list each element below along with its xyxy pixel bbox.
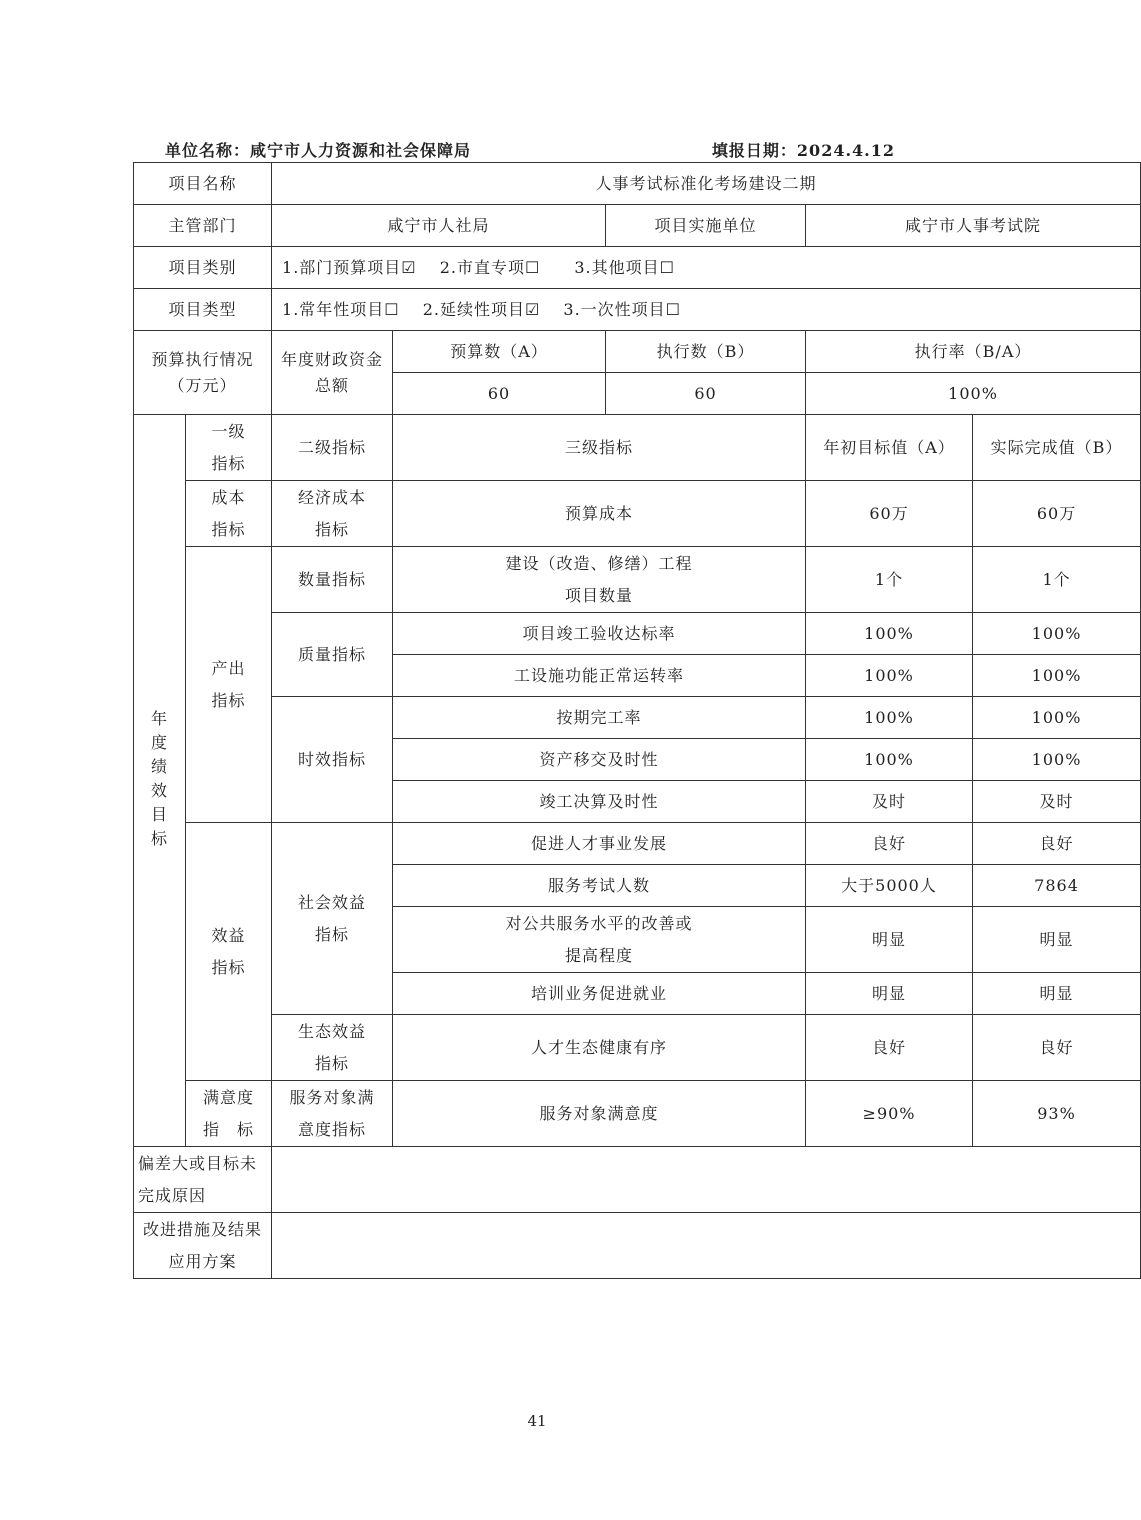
indicator-target: 大于5000人 <box>806 865 973 907</box>
table-row <box>134 481 1141 547</box>
indicator-target: 100% <box>806 697 973 739</box>
table-row <box>134 547 1141 613</box>
page-number: 41 <box>527 1412 547 1430</box>
row-indicator-header <box>134 415 1141 481</box>
indicator-name: 服务对象满意度 <box>393 1081 806 1147</box>
dept-value: 咸宁市人社局 <box>272 205 606 247</box>
indicator-target: 良好 <box>806 823 973 865</box>
label-annual-funds: 年度财政资金总额 <box>272 331 393 415</box>
subgroup-quality: 质量指标 <box>272 613 393 697</box>
indicator-actual: 7864 <box>973 865 1141 907</box>
indicator-name: 预算成本 <box>393 481 806 547</box>
indicator-target: 100% <box>806 655 973 697</box>
header-target-a: 年初目标值（A） <box>806 415 973 481</box>
indicator-name: 竣工决算及时性 <box>393 781 806 823</box>
indicator-target: 明显 <box>806 973 973 1015</box>
indicator-actual: 100% <box>973 697 1141 739</box>
table-row <box>134 1081 1141 1147</box>
label-category: 项目类别 <box>134 247 272 289</box>
header-level2: 二级指标 <box>272 415 393 481</box>
indicator-target: 及时 <box>806 781 973 823</box>
group-cost: 成本指标 <box>186 481 272 547</box>
report-header <box>165 138 895 162</box>
label-budget-exec: 预算执行情况（万元） <box>134 331 272 415</box>
unit-name: 单位名称：咸宁市人力资源和社会保障局 <box>165 141 472 160</box>
row-improve <box>134 1213 1141 1279</box>
indicator-name: 项目竣工验收达标率 <box>393 613 806 655</box>
row-project-name <box>134 163 1141 205</box>
table-row <box>134 613 1141 655</box>
indicator-target: 60万 <box>806 481 973 547</box>
label-improve: 改进措施及结果应用方案 <box>134 1213 272 1279</box>
subgroup-eco: 生态效益指标 <box>272 1015 393 1081</box>
indicator-name: 培训业务促进就业 <box>393 973 806 1015</box>
indicator-name: 服务考试人数 <box>393 865 806 907</box>
label-budget-a: 预算数（A） <box>393 331 606 373</box>
header-actual-b: 实际完成值（B） <box>973 415 1141 481</box>
row-category <box>134 247 1141 289</box>
subgroup-quantity: 数量指标 <box>272 547 393 613</box>
indicator-target: ≥90% <box>806 1081 973 1147</box>
performance-table <box>133 162 1141 1279</box>
project-name: 人事考试标准化考场建设二期 <box>272 163 1141 205</box>
indicator-actual: 及时 <box>973 781 1141 823</box>
row-type <box>134 289 1141 331</box>
indicator-actual: 100% <box>973 739 1141 781</box>
subgroup-econ-cost: 经济成本指标 <box>272 481 393 547</box>
indicator-name: 促进人才事业发展 <box>393 823 806 865</box>
group-satisfaction: 满意度指 标 <box>186 1081 272 1147</box>
subgroup-timeliness: 时效指标 <box>272 697 393 823</box>
header-level3: 三级指标 <box>393 415 806 481</box>
table-row <box>134 1015 1141 1081</box>
indicator-name: 人才生态健康有序 <box>393 1015 806 1081</box>
indicator-actual: 100% <box>973 613 1141 655</box>
report-date: 填报日期：2024.4.12 <box>711 141 895 160</box>
group-output: 产出指标 <box>186 547 272 823</box>
indicator-actual: 明显 <box>973 973 1141 1015</box>
indicator-actual: 明显 <box>973 907 1141 973</box>
indicator-actual: 良好 <box>973 823 1141 865</box>
deviation-value <box>272 1147 1141 1213</box>
indicator-name: 工设施功能正常运转率 <box>393 655 806 697</box>
subgroup-social: 社会效益指标 <box>272 823 393 1015</box>
indicator-target: 100% <box>806 613 973 655</box>
indicator-actual: 93% <box>973 1081 1141 1147</box>
label-impl-unit: 项目实施单位 <box>606 205 806 247</box>
row-dept <box>134 205 1141 247</box>
budget-a-value: 60 <box>393 373 606 415</box>
impl-unit-value: 咸宁市人事考试院 <box>806 205 1141 247</box>
indicator-name: 资产移交及时性 <box>393 739 806 781</box>
label-project-name: 项目名称 <box>134 163 272 205</box>
type-options: 1.常年性项目☐ 2.延续性项目☑ 3.一次性项目☐ <box>272 289 1141 331</box>
indicator-actual: 60万 <box>973 481 1141 547</box>
indicator-target: 1个 <box>806 547 973 613</box>
subgroup-service-sat: 服务对象满意度指标 <box>272 1081 393 1147</box>
label-exec-b: 执行数（B） <box>606 331 806 373</box>
label-dept: 主管部门 <box>134 205 272 247</box>
header-level1: 一级指标 <box>186 415 272 481</box>
table-row <box>134 697 1141 739</box>
row-budget-header <box>134 331 1141 373</box>
annual-target-label: 年度绩效目标 <box>134 415 186 1147</box>
table-row <box>134 823 1141 865</box>
indicator-actual: 100% <box>973 655 1141 697</box>
group-benefit: 效益指标 <box>186 823 272 1081</box>
indicator-name: 建设（改造、修缮）工程项目数量 <box>393 547 806 613</box>
indicator-name: 对公共服务水平的改善或提高程度 <box>393 907 806 973</box>
label-deviation: 偏差大或目标未完成原因 <box>134 1147 272 1213</box>
indicator-target: 100% <box>806 739 973 781</box>
indicator-target: 明显 <box>806 907 973 973</box>
category-options: 1.部门预算项目☑ 2.市直专项☐ 3.其他项目☐ <box>272 247 1141 289</box>
indicator-target: 良好 <box>806 1015 973 1081</box>
indicator-name: 按期完工率 <box>393 697 806 739</box>
label-type: 项目类型 <box>134 289 272 331</box>
improve-value <box>272 1213 1141 1279</box>
exec-b-value: 60 <box>606 373 806 415</box>
row-deviation <box>134 1147 1141 1213</box>
label-exec-rate: 执行率（B/A） <box>806 331 1141 373</box>
indicator-actual: 良好 <box>973 1015 1141 1081</box>
indicator-actual: 1个 <box>973 547 1141 613</box>
exec-rate-value: 100% <box>806 373 1141 415</box>
